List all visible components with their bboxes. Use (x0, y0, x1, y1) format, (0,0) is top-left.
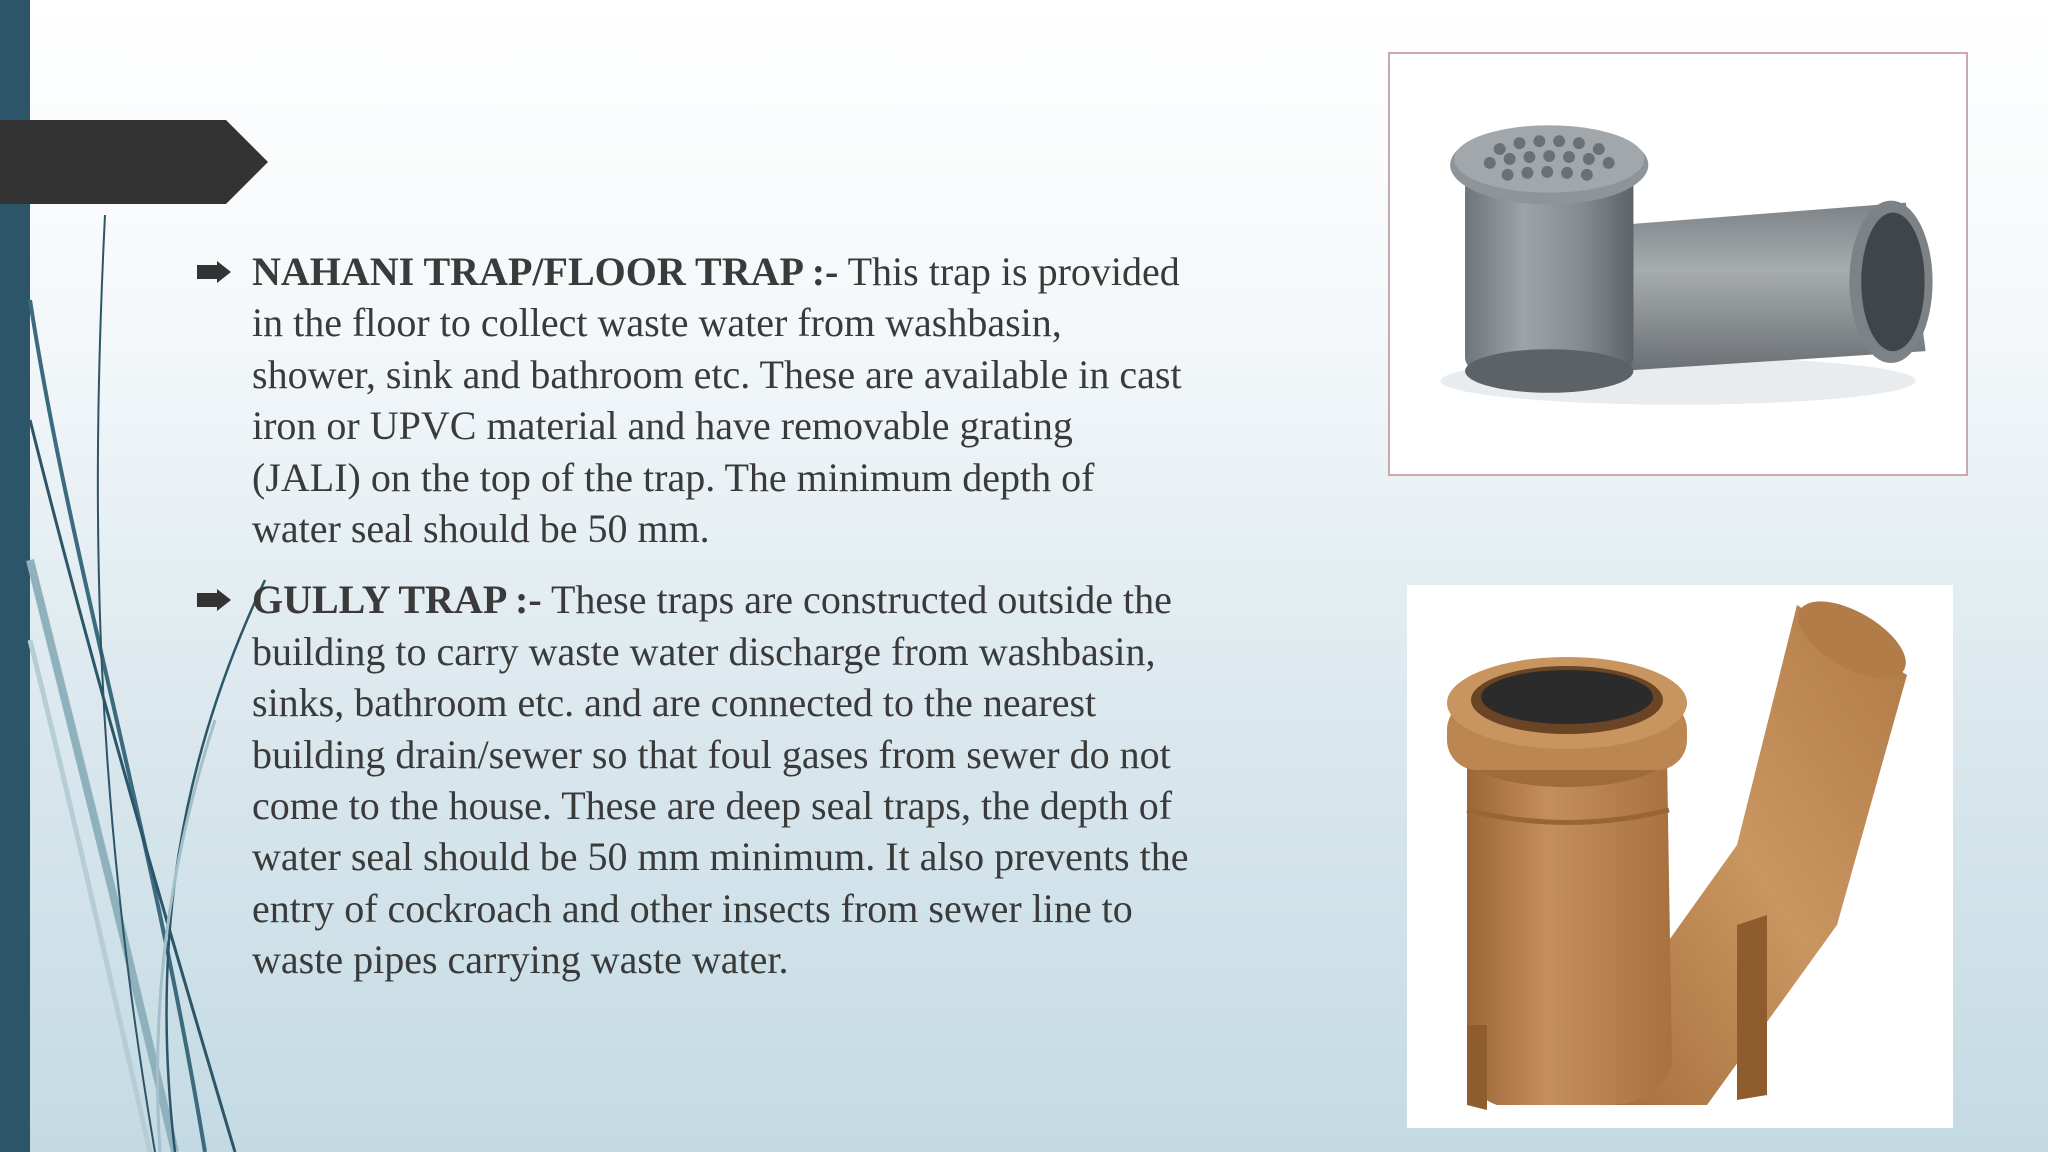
gully-trap-illustration (1407, 585, 1953, 1128)
floor-trap-photo (1388, 52, 1968, 476)
bullet-body: This trap is provided in the floor to collect waste water from washbasin, shower, sink and bathroom etc. These are available in cast iron or UPVC material and have removable grating (JALI) on the top of the trap. The minimum depth of water seal should be 50 mm. (252, 249, 1182, 552)
bullet-body: These traps are constructed outside the building to carry waste water discharge from washbasin, sinks, bathroom etc. and are connected to the nearest building drain/sewer so that foul gases from sewer do not come to the house. These are deep seal traps, the depth of water seal should be 50 mm minimum. It also prevents the entry of cockroach and other insects from sewer line to waste pipes carrying waste water. (252, 577, 1189, 983)
title-tab-shape (0, 120, 268, 204)
bullet-heading: NAHANI TRAP/FLOOR TRAP :- (252, 249, 839, 294)
floor-trap-illustration (1390, 54, 1966, 474)
bullet-item-gully-trap (190, 574, 1190, 985)
bullet-item-nahani-trap (190, 246, 1190, 554)
arrow-bullet-icon (197, 589, 231, 611)
bullet-list (190, 246, 1190, 1006)
arrow-bullet-icon (197, 261, 231, 283)
bullet-heading: GULLY TRAP :- (252, 577, 542, 623)
gully-trap-photo (1407, 585, 1953, 1128)
